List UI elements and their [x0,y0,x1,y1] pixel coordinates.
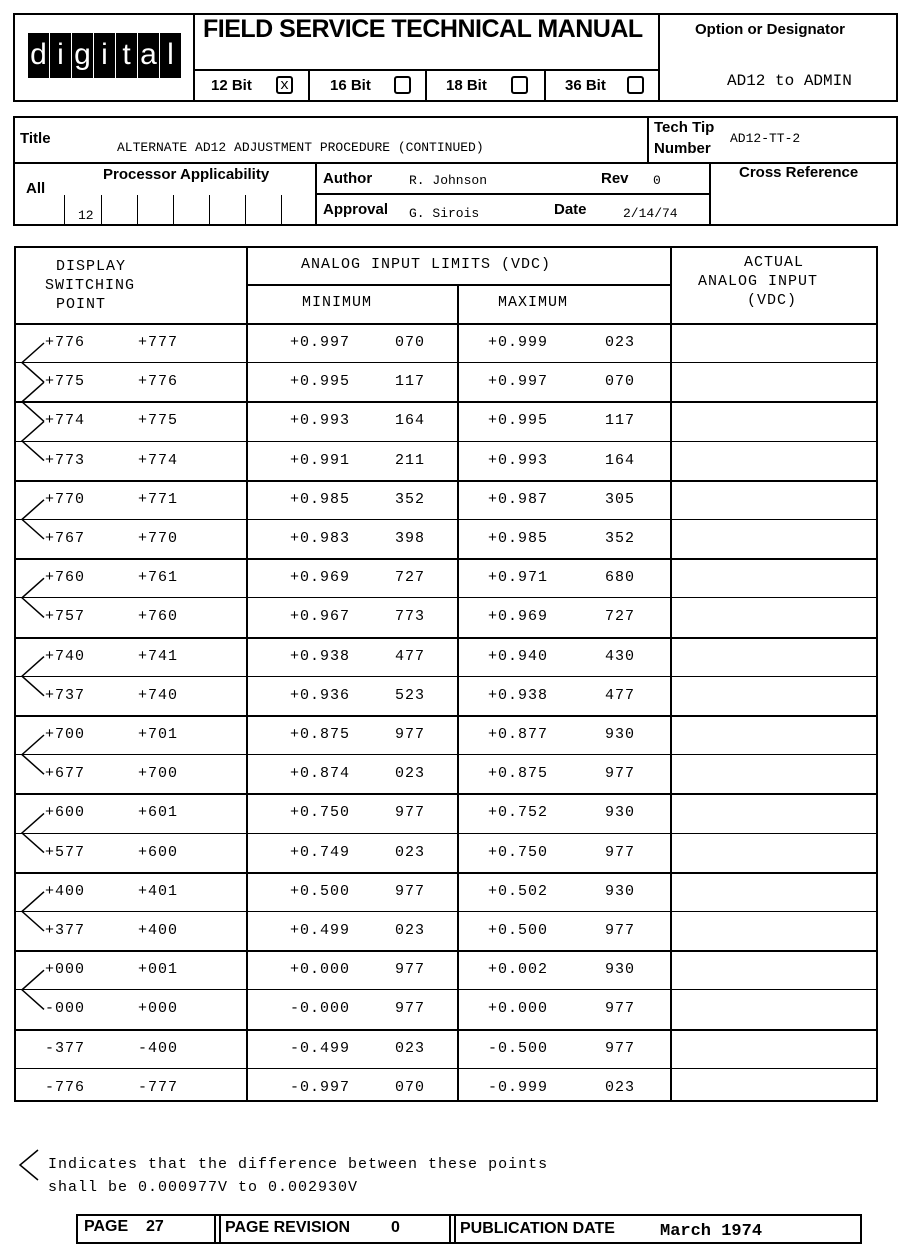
author-label: Author [323,170,373,187]
minimum-value: +0.750 [290,804,351,822]
page-value: 27 [146,1218,164,1235]
maximum-suffix: 930 [605,804,636,822]
actual-input-cell[interactable] [672,599,876,634]
col-header-display: DISPLAY [56,258,127,275]
display-point-high: +700 [138,765,179,783]
display-point-high: +777 [138,334,179,351]
minimum-suffix: 117 [395,373,426,391]
maximum-suffix: 023 [605,1078,636,1096]
col-header-display: SWITCHING [45,277,136,294]
actual-input-cell[interactable] [672,795,876,830]
actual-input-cell[interactable] [672,560,876,595]
note-text: shall be 0.000977V to 0.002930V [48,1179,359,1196]
processor-value: 12 [78,208,94,223]
minimum-suffix: 977 [395,961,426,979]
minimum-value: +0.499 [290,922,351,939]
minimum-suffix: 773 [395,608,426,626]
actual-input-cell[interactable] [672,1070,876,1105]
header-divider [425,69,427,102]
date-value: 2/14/74 [623,206,678,221]
bit-option-label: 36 Bit [565,77,606,94]
display-point-high: +701 [138,726,179,743]
minimum-suffix: 977 [395,882,426,900]
display-point-high: +741 [138,647,179,665]
minimum-value: +0.749 [290,843,351,861]
col-header-maximum: MAXIMUM [498,294,569,311]
minimum-value: +0.500 [290,882,351,900]
maximum-suffix: 977 [605,843,636,861]
bit-checkbox-18[interactable] [511,76,528,94]
tech-tip-value: AD12-TT-2 [730,131,801,146]
page-label: PAGE [84,1218,129,1235]
col-header-limits: ANALOG INPUT LIMITS (VDC) [301,256,552,273]
maximum-value: -0.500 [488,1039,549,1057]
display-point-high: -777 [138,1078,179,1096]
bit-checkbox-12[interactable]: x [276,76,293,94]
maximum-suffix: 727 [605,608,636,626]
minimum-suffix: 070 [395,334,426,351]
maximum-suffix: 977 [605,922,636,939]
display-point-low: +757 [45,608,86,626]
actual-input-cell[interactable] [672,639,876,674]
minimum-suffix: 477 [395,647,426,665]
col-header-actual: ACTUAL [744,254,805,271]
maximum-value: +0.993 [488,451,549,469]
display-point-low: +774 [45,412,86,430]
display-point-high: +401 [138,882,179,900]
display-point-low: +773 [45,451,86,469]
approval-label: Approval [323,201,389,218]
logo-letter: i [94,33,115,78]
all-label: All [26,180,46,197]
bit-option-label: 12 Bit [211,77,252,94]
maximum-value: +0.002 [488,961,549,979]
maximum-suffix: 070 [605,373,636,391]
header-divider [308,69,310,102]
minimum-suffix: 164 [395,412,426,430]
display-point-low: +776 [45,334,86,351]
minimum-value: +0.938 [290,647,351,665]
display-point-high: -400 [138,1039,179,1057]
minimum-suffix: 023 [395,1039,426,1057]
display-point-high: +600 [138,843,179,861]
maximum-suffix: 352 [605,530,636,547]
maximum-value: +0.997 [488,373,549,391]
display-point-high: +760 [138,608,179,626]
display-point-low: -776 [45,1078,86,1096]
info-divider [315,193,710,195]
display-point-high: +000 [138,1000,179,1018]
display-point-low: +377 [45,922,86,939]
publication-date-value: March 1974 [660,1222,763,1241]
manual-title: FIELD SERVICE TECHNICAL MANUAL [203,15,643,43]
actual-input-cell[interactable] [672,325,876,360]
maximum-value: +0.752 [488,804,549,822]
display-point-high: +775 [138,412,179,430]
header-divider [193,13,195,102]
minimum-value: +0.000 [290,961,351,979]
bit-checkbox-16[interactable] [394,76,411,94]
maximum-suffix: 305 [605,490,636,508]
bracket-marks [0,0,60,1100]
logo-letter: d [28,33,49,78]
display-point-high: +740 [138,686,179,704]
approval-value: G. Sirois [409,206,480,221]
header-divider [658,13,660,102]
display-point-low: +000 [45,961,86,979]
designator-value: AD12 to ADMIN [727,72,852,90]
minimum-value: -0.499 [290,1039,351,1057]
col-header-actual: ANALOG INPUT [698,273,819,290]
minimum-suffix: 352 [395,490,426,508]
display-point-low: +760 [45,569,86,587]
info-divider [647,116,649,163]
minimum-suffix: 977 [395,804,426,822]
display-point-low: +677 [45,765,86,783]
logo-letter: t [116,33,137,78]
display-point-low: -000 [45,1000,86,1018]
minimum-value: +0.997 [290,334,351,351]
page-revision-value: 0 [391,1219,400,1236]
minimum-value: +0.985 [290,490,351,508]
minimum-value: +0.983 [290,530,351,547]
rev-label: Rev [601,170,629,187]
bit-checkbox-36[interactable] [627,76,644,94]
bit-option-label: 16 Bit [330,77,371,94]
designator-label: Option or Designator [695,21,845,38]
minimum-suffix: 398 [395,530,426,547]
actual-input-cell[interactable] [672,521,876,556]
minimum-suffix: 211 [395,451,426,469]
maximum-suffix: 977 [605,765,636,783]
actual-input-cell[interactable] [672,403,876,438]
actual-input-cell[interactable] [672,482,876,517]
header-divider [544,69,546,102]
minimum-value: -0.000 [290,1000,351,1018]
maximum-suffix: 680 [605,569,636,587]
display-point-high: +770 [138,530,179,547]
maximum-value: +0.969 [488,608,549,626]
actual-input-cell[interactable] [672,756,876,791]
maximum-value: +0.940 [488,647,549,665]
maximum-value: -0.999 [488,1078,549,1096]
actual-input-cell[interactable] [672,913,876,948]
col-header-minimum: MINIMUM [302,294,373,311]
maximum-suffix: 117 [605,412,636,430]
date-label: Date [554,201,587,218]
minimum-value: +0.874 [290,765,351,783]
display-point-high: +776 [138,373,179,391]
minimum-value: +0.875 [290,726,351,743]
actual-input-cell[interactable] [672,874,876,909]
author-value: R. Johnson [409,173,488,188]
minimum-value: +0.969 [290,569,351,587]
processor-applicability-label: Processor Applicability [103,166,270,183]
maximum-value: +0.938 [488,686,549,704]
actual-input-cell[interactable] [672,835,876,870]
logo-letter: a [138,33,159,78]
display-point-low: +770 [45,490,86,508]
tech-tip-label: Number [654,140,711,157]
display-point-high: +761 [138,569,179,587]
maximum-value: +0.971 [488,569,549,587]
minimum-value: +0.967 [290,608,351,626]
bit-option-label: 18 Bit [446,77,487,94]
actual-input-cell[interactable] [672,364,876,399]
minimum-suffix: 023 [395,765,426,783]
logo-letter: i [50,33,71,78]
maximum-suffix: 977 [605,1039,636,1057]
display-point-high: +601 [138,804,179,822]
publication-date-label: PUBLICATION DATE [460,1220,615,1237]
display-point-low: +577 [45,843,86,861]
minimum-suffix: 977 [395,726,426,743]
maximum-value: +0.877 [488,726,549,743]
maximum-value: +0.500 [488,922,549,939]
display-point-low: +740 [45,647,86,665]
actual-input-cell[interactable] [672,1031,876,1066]
col-header-display: POINT [56,296,107,313]
display-point-high: +774 [138,451,179,469]
maximum-suffix: 930 [605,726,636,743]
actual-input-cell[interactable] [672,678,876,713]
maximum-suffix: 430 [605,647,636,665]
display-point-low: -377 [45,1039,86,1057]
minimum-value: +0.991 [290,451,351,469]
logo-letter: g [72,33,93,78]
maximum-suffix: 477 [605,686,636,704]
bracket-legend-icon [16,1148,42,1182]
minimum-value: +0.993 [290,412,351,430]
display-point-low: +400 [45,882,86,900]
maximum-suffix: 930 [605,961,636,979]
maximum-suffix: 930 [605,882,636,900]
display-point-low: +737 [45,686,86,704]
minimum-suffix: 523 [395,686,426,704]
maximum-suffix: 023 [605,334,636,351]
maximum-suffix: 977 [605,1000,636,1018]
actual-input-cell[interactable] [672,717,876,752]
actual-input-cell[interactable] [672,952,876,987]
maximum-value: +0.987 [488,490,549,508]
display-point-low: +767 [45,530,86,547]
cross-reference-label: Cross Reference [739,164,859,181]
display-point-high: +001 [138,961,179,979]
minimum-value: -0.997 [290,1078,351,1096]
maximum-value: +0.875 [488,765,549,783]
maximum-value: +0.985 [488,530,549,547]
note-text: Indicates that the difference between these points [48,1156,549,1173]
minimum-suffix: 023 [395,843,426,861]
actual-input-cell[interactable] [672,443,876,478]
minimum-suffix: 727 [395,569,426,587]
display-point-low: +775 [45,373,86,391]
display-point-low: +700 [45,726,86,743]
title-value: ALTERNATE AD12 ADJUSTMENT PROCEDURE (CONTINUED) [117,140,484,155]
maximum-value: +0.000 [488,1000,549,1018]
minimum-suffix: 977 [395,1000,426,1018]
title-label: Title [20,130,51,147]
display-point-high: +400 [138,922,179,939]
maximum-value: +0.750 [488,843,549,861]
minimum-value: +0.995 [290,373,351,391]
maximum-suffix: 164 [605,451,636,469]
display-point-low: +600 [45,804,86,822]
maximum-value: +0.995 [488,412,549,430]
rev-value: 0 [653,173,661,188]
tech-tip-label: Tech Tip [654,119,715,136]
minimum-value: +0.936 [290,686,351,704]
maximum-value: +0.502 [488,882,549,900]
minimum-suffix: 023 [395,922,426,939]
actual-input-cell[interactable] [672,991,876,1026]
minimum-suffix: 070 [395,1078,426,1096]
logo-letter: l [160,33,181,78]
page-revision-label: PAGE REVISION [225,1219,351,1236]
display-point-high: +771 [138,490,179,508]
col-header-actual: (VDC) [747,292,798,309]
maximum-value: +0.999 [488,334,549,351]
